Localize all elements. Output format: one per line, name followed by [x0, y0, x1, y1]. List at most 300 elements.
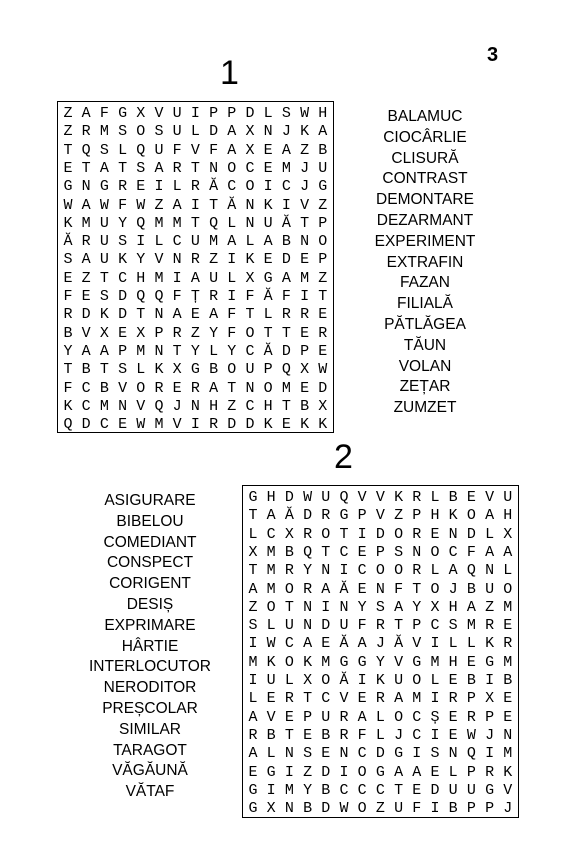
- grid-letter: L: [209, 342, 219, 360]
- grid-letter: V: [485, 489, 495, 506]
- grid-letter: A: [394, 598, 404, 616]
- word-list-item: CLISURĂ: [391, 149, 459, 167]
- grid-letter: B: [266, 726, 276, 744]
- grid-letter: M: [266, 562, 276, 580]
- grid-letter: I: [190, 105, 200, 122]
- grid-letter: R: [375, 617, 385, 635]
- grid-letter: G: [485, 653, 495, 671]
- grid-letter: P: [227, 105, 237, 122]
- grid-letter: H: [503, 507, 513, 525]
- grid-row: [243, 543, 518, 563]
- grid-letter: E: [263, 159, 273, 177]
- grid-letter: B: [209, 361, 219, 379]
- grid-letter: T: [248, 507, 258, 525]
- grid-letter: Ă: [281, 214, 291, 232]
- grid-letter: M: [503, 598, 513, 616]
- grid-row: [58, 269, 333, 289]
- grid-letter: C: [99, 416, 109, 434]
- grid-letter: V: [81, 324, 91, 342]
- grid-letter: Z: [318, 196, 328, 214]
- grid-letter: V: [357, 489, 367, 506]
- grid-row: [243, 763, 518, 783]
- grid-letter: I: [281, 196, 291, 214]
- grid-letter: T: [172, 342, 182, 360]
- grid-letter: M: [281, 379, 291, 397]
- grid-row: [58, 141, 333, 161]
- grid-letter: O: [430, 543, 440, 561]
- grid-letter: F: [99, 105, 109, 122]
- grid-letter: F: [357, 726, 367, 744]
- grid-letter: I: [321, 598, 331, 616]
- word-list-item: VĂTAF: [125, 783, 175, 801]
- grid-letter: L: [263, 105, 273, 122]
- grid-letter: D: [375, 525, 385, 543]
- grid-letter: Q: [136, 288, 146, 305]
- grid-letter: T: [303, 690, 313, 708]
- grid-letter: B: [281, 233, 291, 251]
- grid-letter: X: [503, 525, 513, 543]
- grid-letter: S: [118, 233, 128, 251]
- grid-letter: O: [394, 708, 404, 726]
- grid-letter: U: [318, 159, 328, 177]
- grid-letter: C: [412, 708, 422, 726]
- grid-letter: U: [263, 214, 273, 232]
- grid-letter: O: [357, 800, 367, 818]
- grid-row: [243, 634, 518, 654]
- grid-letter: M: [412, 690, 422, 708]
- grid-letter: Q: [154, 288, 164, 305]
- grid-letter: B: [284, 543, 294, 561]
- grid-letter: M: [209, 233, 219, 251]
- grid-letter: I: [430, 635, 440, 653]
- grid-letter: W: [266, 635, 276, 653]
- grid-letter: C: [81, 379, 91, 397]
- grid-letter: G: [375, 763, 385, 781]
- grid-letter: V: [172, 416, 182, 434]
- grid-letter: G: [248, 800, 258, 818]
- grid-letter: G: [99, 178, 109, 196]
- grid-letter: R: [375, 690, 385, 708]
- word-list-item: FAZAN: [400, 274, 450, 292]
- word-list-item: TARAGOT: [113, 741, 187, 759]
- grid-row: [58, 342, 333, 362]
- grid-letter: G: [63, 178, 73, 196]
- grid-letter: A: [466, 598, 476, 616]
- grid-letter: G: [263, 269, 273, 287]
- word-list-item: HÂRTIE: [121, 637, 179, 655]
- grid-letter: Y: [209, 324, 219, 342]
- grid-letter: X: [303, 672, 313, 689]
- grid-letter: S: [63, 251, 73, 269]
- grid-letter: O: [136, 123, 146, 141]
- grid-letter: G: [357, 653, 367, 671]
- grid-letter: A: [448, 562, 458, 580]
- word-list-item: PREȘCOLAR: [102, 700, 198, 717]
- word-list-item: NERODITOR: [103, 679, 197, 697]
- grid-letter: A: [303, 635, 313, 653]
- grid-letter: R: [318, 324, 328, 342]
- grid-letter: C: [375, 781, 385, 799]
- grid-letter: Q: [81, 141, 91, 159]
- grid-letter: M: [266, 580, 276, 598]
- word-list-item: INTERLOCUTOR: [88, 658, 211, 676]
- grid-letter: R: [284, 562, 294, 580]
- grid-row: [58, 196, 333, 216]
- grid-letter: A: [99, 159, 109, 177]
- grid-letter: Z: [394, 507, 404, 525]
- word-list-item: ZEȚAR: [399, 378, 451, 396]
- grid-letter: Y: [357, 598, 367, 616]
- grid-letter: P: [300, 342, 310, 360]
- grid-letter: P: [118, 342, 128, 360]
- grid-letter: K: [303, 653, 313, 671]
- grid-letter: S: [448, 617, 458, 635]
- grid-letter: N: [339, 745, 349, 763]
- grid-letter: Ă: [394, 635, 404, 653]
- word-list-item: BIBELOU: [116, 512, 184, 530]
- grid-letter: Q: [209, 214, 219, 232]
- grid-row: [58, 305, 333, 325]
- grid-letter: E: [503, 617, 513, 635]
- grid-letter: I: [190, 196, 200, 214]
- grid-letter: D: [303, 507, 313, 525]
- grid-letter: Ă: [63, 233, 73, 251]
- grid-letter: Z: [63, 105, 73, 122]
- grid-letter: L: [248, 690, 258, 708]
- grid-row: [58, 214, 333, 234]
- grid-letter: E: [300, 324, 310, 342]
- grid-letter: M: [430, 653, 440, 671]
- grid-letter: N: [448, 525, 458, 543]
- grid-letter: E: [63, 159, 73, 177]
- grid-letter: R: [412, 489, 422, 506]
- grid-letter: K: [300, 416, 310, 434]
- grid-letter: A: [190, 269, 200, 287]
- grid-letter: G: [318, 178, 328, 196]
- grid-letter: D: [466, 525, 476, 543]
- grid-letter: E: [357, 690, 367, 708]
- grid-letter: F: [209, 141, 219, 159]
- grid-letter: I: [248, 635, 258, 653]
- grid-letter: O: [263, 379, 273, 397]
- grid-letter: N: [300, 233, 310, 251]
- grid-letter: T: [412, 580, 422, 598]
- grid-letter: A: [412, 763, 422, 781]
- grid-letter: D: [118, 306, 128, 324]
- grid-letter: L: [503, 562, 513, 580]
- grid-letter: N: [172, 251, 182, 269]
- grid-letter: E: [118, 416, 128, 434]
- grid-letter: W: [300, 105, 310, 122]
- grid-letter: Z: [318, 269, 328, 287]
- grid-letter: X: [245, 269, 255, 287]
- word-list-item: EXTRAFIN: [386, 253, 464, 271]
- grid-letter: D: [245, 416, 255, 434]
- grid-letter: X: [300, 361, 310, 379]
- grid-letter: D: [81, 306, 91, 324]
- grid-letter: M: [266, 543, 276, 561]
- grid-letter: L: [154, 233, 164, 251]
- grid-row: [58, 250, 333, 270]
- grid-letter: Z: [485, 598, 495, 616]
- grid-letter: Y: [375, 653, 385, 671]
- grid-letter: G: [339, 507, 349, 525]
- grid-letter: C: [245, 159, 255, 177]
- grid-letter: S: [118, 361, 128, 379]
- grid-letter: C: [321, 690, 331, 708]
- grid-letter: A: [227, 233, 237, 251]
- page-number: 3: [487, 44, 499, 66]
- word-list-item: VĂGĂUNĂ: [112, 762, 188, 780]
- grid-letter: B: [81, 361, 91, 379]
- grid-letter: A: [227, 123, 237, 141]
- grid-letter: N: [448, 745, 458, 763]
- grid-letter: R: [303, 525, 313, 543]
- grid-letter: O: [394, 562, 404, 580]
- grid-letter: S: [99, 141, 109, 159]
- grid-row: [243, 671, 518, 691]
- grid-letter: R: [63, 306, 73, 324]
- grid-letter: M: [99, 123, 109, 141]
- grid-row: [58, 415, 333, 435]
- grid-letter: E: [190, 306, 200, 324]
- grid-letter: L: [227, 214, 237, 232]
- grid-letter: C: [357, 562, 367, 580]
- grid-letter: R: [300, 306, 310, 324]
- grid-row: [243, 598, 518, 618]
- grid-letter: E: [263, 141, 273, 159]
- grid-letter: N: [321, 562, 331, 580]
- grid-row: [58, 232, 333, 252]
- grid-letter: X: [266, 800, 276, 818]
- grid-letter: R: [248, 726, 258, 744]
- grid-letter: C: [227, 178, 237, 196]
- grid-letter: E: [281, 416, 291, 434]
- grid-letter: C: [412, 726, 422, 744]
- grid-letter: G: [248, 489, 258, 506]
- grid-letter: A: [248, 708, 258, 726]
- grid-letter: D: [321, 617, 331, 635]
- grid-letter: I: [227, 288, 237, 305]
- grid-letter: W: [318, 361, 328, 379]
- grid-row: [243, 616, 518, 636]
- grid-letter: U: [245, 361, 255, 379]
- grid-letter: T: [136, 306, 146, 324]
- grid-letter: M: [136, 342, 146, 360]
- grid-letter: L: [375, 708, 385, 726]
- grid-letter: K: [154, 361, 164, 379]
- grid-letter: T: [263, 324, 273, 342]
- grid-letter: Q: [466, 562, 476, 580]
- grid-letter: Y: [190, 342, 200, 360]
- grid-letter: E: [300, 379, 310, 397]
- grid-letter: T: [245, 306, 255, 324]
- grid-letter: V: [375, 507, 385, 525]
- grid-letter: U: [99, 251, 109, 269]
- grid-letter: C: [245, 342, 255, 360]
- grid-letter: M: [503, 745, 513, 763]
- grid-row: [243, 708, 518, 728]
- grid-letter: Ă: [263, 342, 273, 360]
- grid-letter: D: [281, 342, 291, 360]
- grid-letter: O: [375, 562, 385, 580]
- grid-letter: M: [172, 214, 182, 232]
- grid-letter: Z: [300, 141, 310, 159]
- word-list-item: CORIGENT: [109, 575, 191, 593]
- grid-letter: A: [394, 763, 404, 781]
- grid-letter: F: [118, 196, 128, 214]
- grid-letter: C: [339, 781, 349, 799]
- grid-letter: N: [303, 598, 313, 616]
- grid-letter: M: [248, 653, 258, 671]
- grid-letter: X: [245, 123, 255, 141]
- grid-letter: O: [227, 361, 237, 379]
- grid-letter: N: [284, 800, 294, 818]
- grid-letter: A: [248, 745, 258, 763]
- word-list-item: PĂTLĂGEA: [384, 316, 466, 333]
- grid-letter: K: [503, 763, 513, 781]
- grid-letter: Ă: [339, 672, 349, 689]
- grid-letter: L: [245, 233, 255, 251]
- grid-letter: C: [245, 397, 255, 415]
- grid-letter: D: [318, 379, 328, 397]
- grid-letter: A: [172, 196, 182, 214]
- grid-row: [243, 525, 518, 545]
- grid-letter: Y: [136, 251, 146, 269]
- grid-letter: T: [318, 288, 328, 305]
- grid-letter: D: [245, 105, 255, 122]
- grid-letter: E: [318, 342, 328, 360]
- grid-letter: A: [81, 196, 91, 214]
- grid-letter: D: [284, 489, 294, 506]
- grid-letter: G: [266, 763, 276, 781]
- grid-letter: Q: [466, 745, 476, 763]
- grid-letter: L: [430, 562, 440, 580]
- grid-letter: R: [190, 379, 200, 397]
- grid-letter: Z: [303, 763, 313, 781]
- grid-letter: Z: [154, 196, 164, 214]
- grid-row: [58, 397, 333, 417]
- word-list-item: COMEDIANT: [103, 533, 197, 551]
- grid-letter: E: [303, 726, 313, 744]
- grid-letter: E: [448, 708, 458, 726]
- grid-letter: L: [172, 178, 182, 196]
- grid-letter: G: [485, 781, 495, 799]
- word-list-item: EXPERIMENT: [374, 232, 476, 250]
- grid-letter: H: [266, 489, 276, 506]
- grid-letter: N: [284, 745, 294, 763]
- grid-letter: A: [248, 580, 258, 598]
- grid-letter: H: [209, 397, 219, 415]
- word-list-item: DEZARMANT: [376, 212, 474, 229]
- grid-letter: C: [448, 543, 458, 561]
- grid-letter: E: [136, 178, 146, 196]
- grid-letter: L: [118, 141, 128, 159]
- grid-letter: Z: [209, 251, 219, 269]
- grid-letter: L: [448, 763, 458, 781]
- word-list-item: CIOCÂRLIE: [383, 128, 467, 146]
- grid-letter: A: [81, 105, 91, 122]
- grid-letter: R: [466, 708, 476, 726]
- grid-letter: I: [136, 233, 146, 251]
- grid-letter: N: [81, 178, 91, 196]
- grid-letter: W: [136, 196, 146, 214]
- word-list-item: VOLAN: [398, 357, 452, 375]
- grid-letter: U: [172, 105, 182, 122]
- grid-letter: I: [412, 745, 422, 763]
- grid-letter: V: [154, 251, 164, 269]
- grid-letter: S: [154, 123, 164, 141]
- grid-letter: F: [466, 543, 476, 561]
- grid-letter: D: [321, 763, 331, 781]
- grid-letter: I: [248, 672, 258, 689]
- grid-letter: E: [448, 726, 458, 744]
- grid-letter: L: [448, 635, 458, 653]
- grid-letter: A: [485, 507, 495, 525]
- grid-letter: U: [466, 781, 476, 799]
- grid-letter: J: [300, 159, 310, 177]
- grid-letter: R: [284, 690, 294, 708]
- grid-letter: S: [375, 598, 385, 616]
- grid-letter: S: [281, 105, 291, 122]
- grid-row: [58, 104, 333, 124]
- grid-letter: A: [99, 342, 109, 360]
- grid-letter: Y: [303, 562, 313, 580]
- grid-letter: P: [412, 507, 422, 525]
- grid-letter: M: [81, 214, 91, 232]
- grid-letter: T: [63, 361, 73, 379]
- grid-letter: N: [245, 214, 255, 232]
- grid-letter: T: [284, 726, 294, 744]
- grid-letter: K: [63, 397, 73, 415]
- grid-letter: H: [136, 269, 146, 287]
- grid-letter: P: [466, 690, 476, 708]
- grid-letter: V: [190, 141, 200, 159]
- word-list-item: CONSPECT: [106, 554, 194, 572]
- grid-letter: U: [154, 141, 164, 159]
- grid-letter: B: [503, 672, 513, 689]
- grid-letter: S: [303, 745, 313, 763]
- grid-letter: O: [266, 598, 276, 616]
- grid-letter: I: [430, 726, 440, 744]
- grid-letter: D: [118, 288, 128, 305]
- grid-letter: A: [154, 159, 164, 177]
- grid-letter: O: [503, 580, 513, 598]
- grid-letter: S: [118, 123, 128, 141]
- grid-letter: E: [448, 672, 458, 689]
- grid-letter: A: [209, 379, 219, 397]
- grid-letter: K: [266, 653, 276, 671]
- grid-letter: R: [303, 580, 313, 598]
- grid-letter: Ț: [190, 288, 200, 305]
- grid-letter: K: [485, 635, 495, 653]
- grid-letter: Z: [81, 269, 91, 287]
- grid-letter: C: [357, 781, 367, 799]
- grid-letter: Ă: [339, 635, 349, 653]
- grid-letter: E: [263, 251, 273, 269]
- grid-letter: B: [466, 580, 476, 598]
- grid-letter: G: [190, 361, 200, 379]
- grid-letter: H: [448, 598, 458, 616]
- word-list-item: SIMILAR: [118, 720, 181, 738]
- puzzle-2-number: 2: [334, 438, 353, 476]
- grid-letter: G: [412, 653, 422, 671]
- grid-letter: F: [63, 288, 73, 305]
- grid-letter: N: [339, 598, 349, 616]
- grid-letter: K: [245, 251, 255, 269]
- grid-letter: L: [248, 525, 258, 543]
- grid-letter: E: [503, 690, 513, 708]
